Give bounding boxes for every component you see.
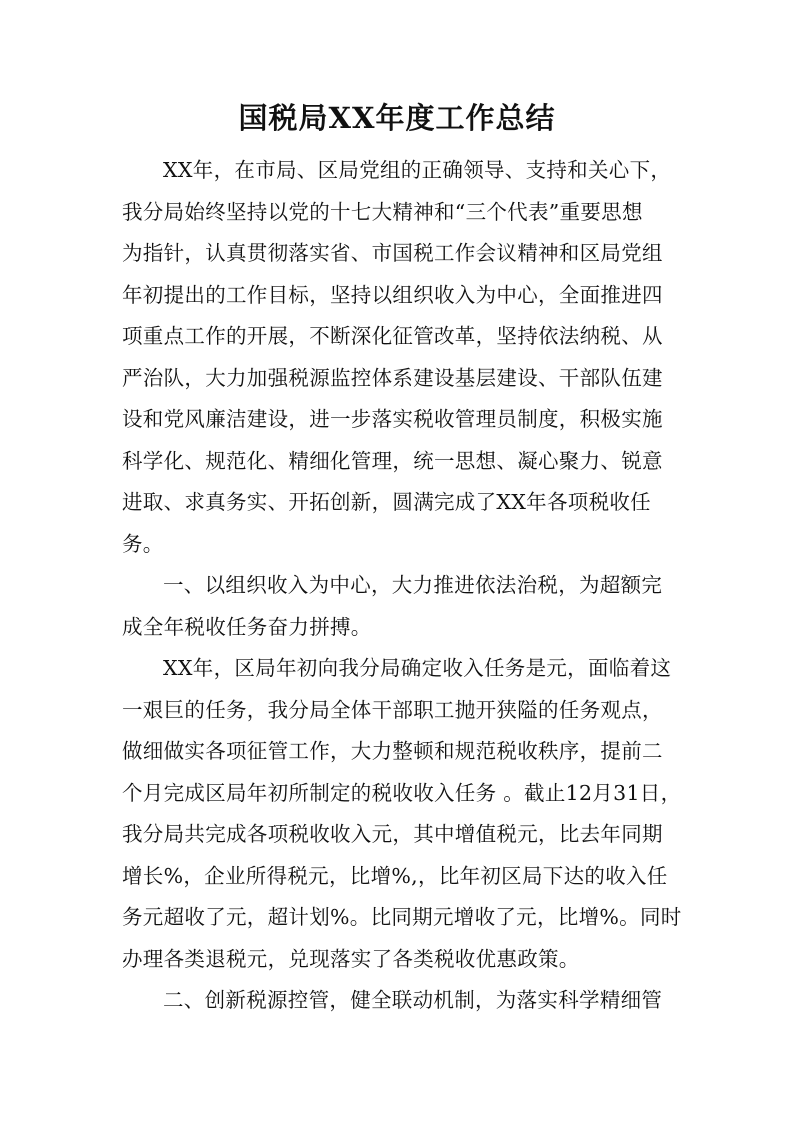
paragraph-line: XX年，在市局、区局党组的正确领导、支持和关心下， [163, 158, 672, 182]
paragraph-line: 为指针，认真贯彻落实省、市国税工作会议精神和区局党组 [122, 241, 663, 265]
paragraph-line: 年初提出的工作目标，坚持以组织收入为中心，全面推进四 [122, 282, 663, 307]
paragraph-line: XX年，区局年初向我分局确定收入任务是元，面临着这 [163, 656, 672, 680]
paragraph-line: 科学化、规范化、精细化管理，统一思想、凝心聚力、锐意 [122, 448, 663, 473]
section-heading-line: 成全年税收任务奋力拼搏。 [122, 614, 372, 639]
paragraph-line: 增长%，企业所得税元，比增%,，比年初区局下达的收入任 [122, 863, 668, 888]
paragraph-line: 设和党风廉洁建设，进一步落实税收管理员制度，积极实施 [122, 407, 663, 431]
paragraph-line: 办理各类退税元，兑现落实了各类税收优惠政策。 [122, 946, 580, 971]
paragraph-line: 务元超收了元，超计划%。比同期元增收了元，比增%。同时 [122, 905, 682, 929]
paragraph-line: 务。 [122, 531, 164, 556]
section-heading-line: 一、以组织收入为中心，大力推进依法治税，为超额完 [163, 573, 663, 597]
paragraph-line: 严治队，大力加强税源监控体系建设基层建设、干部队伍建 [122, 365, 663, 390]
document-title: 国税局XX年度工作总结 [238, 101, 556, 135]
document-body [122, 150, 682, 1022]
paragraph-line: 做细做实各项征管工作，大力整顿和规范税收秩序，提前二 [122, 739, 663, 763]
paragraph-line: 项重点工作的开展，不断深化征管改革，坚持依法纳税、从 [122, 324, 663, 348]
paragraph-line: 一艰巨的任务，我分局全体干部职工抛开狭隘的任务观点， [122, 697, 663, 722]
paragraph-line: 我分局共完成各项税收收入元，其中增值税元，比去年同期 [122, 822, 663, 846]
paragraph-line: 进取、求真务实、开拓创新，圆满完成了XX年各项税收任 [122, 490, 651, 514]
section-heading-line: 二、创新税源控管，健全联动机制，为落实科学精细管 [163, 988, 663, 1012]
paragraph-line: 个月完成区局年初所制定的税收收入任务 。截止12月31日， [122, 780, 682, 805]
paragraph-line: 我分局始终坚持以党的十七大精神和“三个代表”重要思想 [122, 199, 643, 224]
